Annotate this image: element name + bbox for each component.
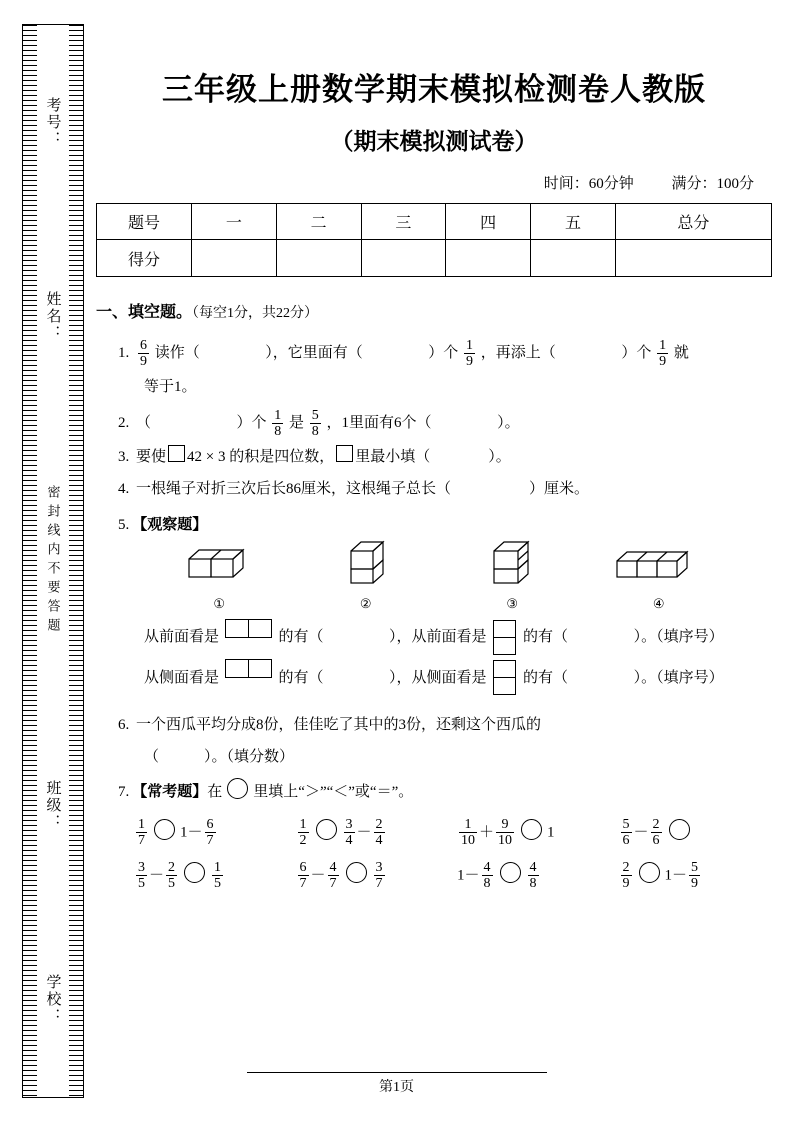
- cmp2-left: $\frac{1}{2}$: [299, 817, 307, 849]
- q4-tail: ）厘米。: [529, 481, 590, 497]
- q5-figures: [96, 550, 772, 612]
- cmp5-right: $\frac{1}{5}$: [214, 860, 222, 892]
- page-subtitle: （期末模拟测试卷）: [330, 129, 538, 154]
- question-1: [96, 336, 772, 404]
- cube-figure-1-icon: [179, 543, 259, 589]
- q7-text-pre: 在: [207, 784, 223, 801]
- cmp8-left: $\frac{2}{9}$: [622, 860, 630, 892]
- q5-number: 5.: [118, 517, 130, 533]
- score-col-2: 二: [276, 204, 361, 240]
- cmp-item-6: [288, 860, 450, 891]
- seal-line-text: 密封线内不要答题: [45, 484, 61, 637]
- q2-part5: ）。: [497, 415, 520, 431]
- score-col-5: 五: [531, 204, 616, 240]
- cmp2-op: －: [356, 824, 372, 841]
- q7-number: 7.: [118, 784, 130, 801]
- q5-l2-a: 从侧面看是: [144, 669, 220, 686]
- cmp2-circle[interactable]: [316, 819, 337, 840]
- q1-part4: ，再添上（: [480, 345, 556, 361]
- cmp7-op: －: [464, 867, 480, 884]
- field-class: 班级：: [44, 780, 61, 832]
- q2-part2: ）个: [236, 415, 267, 431]
- q2-fraction-18: $\frac{1}{8}$: [274, 407, 282, 439]
- table-row-scores: [97, 240, 772, 277]
- section-1-title: 一、填空题。: [96, 304, 193, 321]
- figure-4: [599, 543, 719, 612]
- cmp1-op: －: [187, 824, 203, 841]
- field-school: 学校：: [44, 974, 61, 1026]
- cmp8-circle[interactable]: [639, 862, 660, 883]
- q5-line-2: [96, 659, 772, 698]
- cmp6-a: $\frac{6}{7}$: [299, 860, 307, 892]
- q1-part1: 读作（: [154, 345, 200, 361]
- score-cell-2[interactable]: [276, 240, 361, 277]
- score-row-label-2: 得分: [97, 240, 192, 277]
- hatch-right: [69, 25, 83, 1097]
- q5-l2-d: 的有（: [523, 669, 569, 686]
- cmp5-op: －: [149, 867, 165, 884]
- score-col-3: 三: [361, 204, 446, 240]
- cmp3-b: $\frac{9}{10}$: [498, 817, 513, 849]
- q5-l1-d: 的有（: [523, 629, 569, 645]
- cmp1-right: $\frac{6}{7}$: [206, 817, 214, 849]
- q3-text-d: ）。: [488, 449, 511, 465]
- cmp-item-7: [449, 860, 611, 891]
- cmp7-right: $\frac{4}{8}$: [529, 860, 537, 892]
- figure-1: [159, 543, 279, 612]
- field-name: 姓名：: [44, 290, 61, 342]
- cmp6-right: $\frac{3}{7}$: [375, 860, 383, 892]
- cmp5-b: $\frac{2}{5}$: [168, 860, 176, 892]
- question-5: [96, 510, 772, 540]
- cmp8-right: $\frac{5}{9}$: [691, 860, 699, 892]
- cmp4-b: $\frac{2}{6}$: [652, 817, 660, 849]
- exam-meta: [96, 172, 772, 193]
- score-table: [96, 203, 772, 277]
- cmp1-left: $\frac{1}{7}$: [138, 817, 145, 849]
- q3-box-1: [168, 445, 185, 462]
- page-title: 三年级上册数学期末模拟检测卷人教版: [162, 72, 706, 107]
- score-cell-3[interactable]: [361, 240, 446, 277]
- q5-l1-e: ）。（填序号）: [633, 629, 724, 645]
- q1-line2: 等于1。: [144, 379, 197, 395]
- cmp1-circle[interactable]: [154, 819, 175, 840]
- cmp6-op: －: [310, 867, 326, 884]
- q2-number: 2.: [118, 415, 130, 431]
- cmp-item-4: [611, 817, 773, 848]
- q2-fraction-58: $\frac{5}{8}$: [311, 407, 319, 439]
- q2-part4: ，1里面有6个（: [326, 415, 432, 431]
- q3-box-2: [336, 445, 353, 462]
- q5-line-1: [96, 618, 772, 657]
- q3-text-a: 要使: [136, 449, 167, 465]
- cube-figure-3-icon: [472, 537, 552, 589]
- cmp4-circle[interactable]: [669, 819, 690, 840]
- q5-l2-c: ），从侧面看是: [389, 669, 487, 686]
- cmp7-b: $\frac{4}{8}$: [483, 860, 491, 892]
- table-row-header: [97, 204, 772, 240]
- cmp5-a: $\frac{3}{5}$: [138, 860, 145, 892]
- question-4: [96, 474, 772, 504]
- q7-circle-inline: [227, 778, 248, 799]
- cmp7-a: 1: [457, 867, 465, 884]
- cmp-item-8: [611, 860, 773, 891]
- q5-l2-e: ）。（填序号）: [633, 669, 724, 686]
- cmp3-right: 1: [547, 824, 555, 841]
- section-1-note: （每空1分，共22分）: [192, 306, 319, 321]
- q4-number: 4.: [118, 481, 130, 497]
- q6-line-1: 一个西瓜平均分成8份，佳佳吃了其中的3份，还剩这个西瓜的: [136, 717, 542, 734]
- q7-tag: 【常考题】: [132, 783, 208, 801]
- page-footer: [0, 1072, 793, 1096]
- q1-fraction-19-b: $\frac{1}{9}$: [659, 337, 667, 369]
- exam-full-score: 满分：100分: [671, 176, 754, 192]
- figure-3-label: ③: [506, 596, 519, 611]
- cmp2-a: $\frac{3}{4}$: [345, 817, 353, 849]
- score-row-label-1: 题号: [97, 204, 192, 240]
- cmp5-circle[interactable]: [184, 862, 205, 883]
- figure-2-label: ②: [359, 596, 372, 611]
- q5-l1-c: ），从前面看是: [389, 629, 487, 645]
- score-cell-1[interactable]: [192, 240, 277, 277]
- q4-text: 一根绳子对折三次后长86厘米，这根绳子总长（: [136, 481, 452, 497]
- q5-tag: 【观察题】: [132, 516, 208, 533]
- cmp8-op: －: [672, 867, 688, 884]
- q1-number: 1.: [118, 345, 130, 361]
- cmp-item-1: [126, 817, 288, 848]
- cmp4-op: －: [633, 824, 649, 841]
- hatch-left: [23, 25, 37, 1097]
- figure-1-label: ①: [213, 596, 226, 611]
- section-1-heading: [96, 299, 772, 322]
- figure-2: [306, 537, 426, 612]
- q6-line-2: （ ）。（填分数）: [144, 749, 295, 766]
- q2-part3: 是: [289, 415, 305, 431]
- score-col-total: 总分: [615, 204, 771, 240]
- score-cell-5[interactable]: [531, 240, 616, 277]
- q3-number: 3.: [118, 449, 130, 465]
- cmp6-b: $\frac{4}{7}$: [329, 860, 337, 892]
- score-col-1: 一: [192, 204, 277, 240]
- exam-time: 时间：60分钟: [543, 176, 634, 192]
- cmp1-a: 1: [180, 824, 188, 841]
- q3-text-c: 里最小填（: [355, 449, 431, 465]
- q7-text: 里填上“＞”“＜”或“＝”。: [253, 784, 414, 801]
- q7-comparison-grid: [96, 817, 772, 891]
- q1-part3: ）个: [428, 345, 459, 361]
- q3-text-b: 42 × 3 的积是四位数，: [187, 449, 335, 465]
- q1-fraction-69: $\frac{6}{9}$: [140, 337, 147, 369]
- cmp8-a: 1: [664, 867, 672, 884]
- q1-fraction-19-a: $\frac{1}{9}$: [466, 337, 474, 369]
- score-cell-total[interactable]: [615, 240, 771, 277]
- cmp2-b: $\frac{2}{4}$: [375, 817, 383, 849]
- score-col-4: 四: [446, 204, 531, 240]
- q5-l2-b: 的有（: [278, 669, 324, 686]
- cube-figure-2-icon: [326, 537, 406, 589]
- question-6: [96, 709, 772, 773]
- q5-l1-b: 的有（: [278, 629, 324, 645]
- question-7: [96, 777, 772, 807]
- cmp6-circle[interactable]: [346, 862, 367, 883]
- figure-4-label: ④: [652, 596, 665, 611]
- figure-3: [452, 537, 572, 612]
- q5-l1-a: 从前面看是: [144, 629, 220, 645]
- cmp-item-5: [126, 860, 288, 891]
- cmp-item-2: [288, 817, 450, 848]
- q5-shape-side-a: [226, 659, 272, 697]
- q1-part6: 就: [673, 345, 689, 361]
- cmp3-circle[interactable]: [521, 819, 542, 840]
- q1-part2: ），它里面有（: [265, 345, 363, 361]
- cmp3-a: $\frac{1}{10}$: [461, 817, 475, 849]
- page-number: 第1页: [247, 1072, 547, 1096]
- question-3: [96, 442, 772, 472]
- cube-figure-4-icon: [609, 543, 709, 589]
- q6-number: 6.: [118, 717, 130, 734]
- q5-shape-front-a: [226, 619, 272, 657]
- cmp3-op: ＋: [479, 824, 495, 841]
- q5-shape-side-b: [493, 661, 516, 695]
- binding-strip: [22, 24, 84, 1098]
- cmp-item-3: [449, 817, 611, 848]
- cmp7-circle[interactable]: [500, 862, 521, 883]
- exam-content: [96, 40, 772, 892]
- question-2: [96, 406, 772, 440]
- q5-shape-front-b: [493, 621, 516, 655]
- field-exam-number: 考号：: [44, 96, 61, 148]
- q2-part1: （: [136, 415, 152, 431]
- cmp4-a: $\frac{5}{6}$: [622, 817, 630, 849]
- student-info-fields: [39, 25, 67, 1097]
- score-cell-4[interactable]: [446, 240, 531, 277]
- q1-part5: ）个: [621, 345, 652, 361]
